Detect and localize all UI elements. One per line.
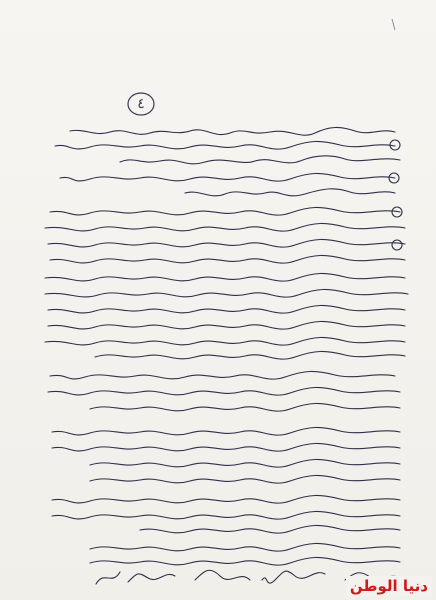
page-number: ٤ xyxy=(137,96,145,112)
watermark-logo: دنيا الوطن xyxy=(346,576,432,596)
